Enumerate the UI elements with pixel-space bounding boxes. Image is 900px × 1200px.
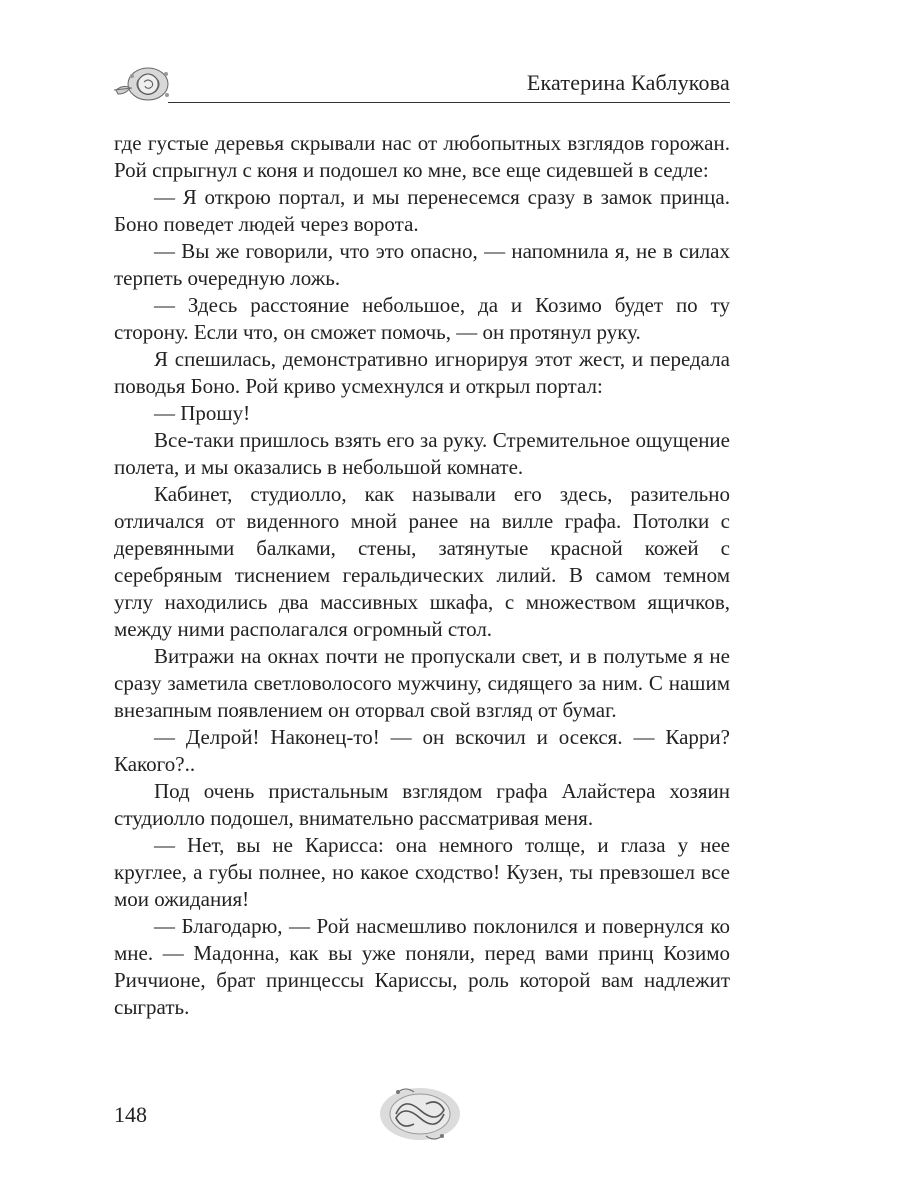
paragraph: Все-таки пришлось взять его за руку. Стремительное ощущение полета, и мы оказались в небольшой комнате. [114,428,730,479]
floral-ornament-icon [112,64,174,104]
swirl-ornament-icon [374,1080,466,1146]
paragraph: — Благодарю, — Рой насмешливо поклонился и повернулся ко мне. — Мадонна, как вы уже поняли, перед вами принц Козимо Риччионе, брат принцессы Кариссы, роль которой вам надлежит сыграть. [114,914,730,1019]
paragraph: — Я открою портал, и мы перенесемся сразу в замок принца. Боно поведет людей через ворота. [114,185,730,236]
paragraph: — Вы же говорили, что это опасно, — напомнила я, не в силах терпеть очередную ложь. [114,239,730,290]
paragraph: Витражи на окнах почти не пропускали свет, и в полутьме я не сразу заметила светловолосого мужчину, сидящего за ним. С нашим внезапным появлением он оторвал свой взгляд от бумаг. [114,644,730,722]
page-number: 148 [114,1102,147,1127]
header-divider [168,102,730,103]
author-name: Екатерина Каблукова [526,70,730,95]
paragraph: — Делрой! Наконец-то! — он вскочил и осекся. — Карри? Какого?.. [114,725,730,776]
body-text [114,130,730,1021]
paragraph: Под очень пристальным взглядом графа Алайстера хозяин студиолло подошел, внимательно рассматривая меня. [114,779,730,830]
running-header [112,62,730,108]
paragraph: где густые деревья скрывали нас от любопытных взглядов горожан. Рой спрыгнул с коня и подошел ко мне, все еще сидевшей в седле: [114,131,730,182]
paragraph: Я спешилась, демонстративно игнорируя этот жест, и передала поводья Боно. Рой криво усмехнулся и открыл портал: [114,347,730,398]
paragraph: — Нет, вы не Карисса: она немного толще, и глаза у нее круглее, а губы полнее, но какое сходство! Кузен, ты превзошел все мои ожидания! [114,833,730,911]
paragraph: Кабинет, студиолло, как называли его здесь, разительно отличался от виденного мной ранее на вилле графа. Потолки с деревянными балками, стены, затянутые красной кожей с серебряным тиснением геральдических лилий. В самом темном углу находились два массивных шкафа, с множеством ящичков, между ними располагался огромный стол. [114,482,730,641]
paragraph: — Прошу! [154,401,251,425]
paragraph: — Здесь расстояние небольшое, да и Козимо будет по ту сторону. Если что, он сможет помочь, — он протянул руку. [114,293,730,344]
